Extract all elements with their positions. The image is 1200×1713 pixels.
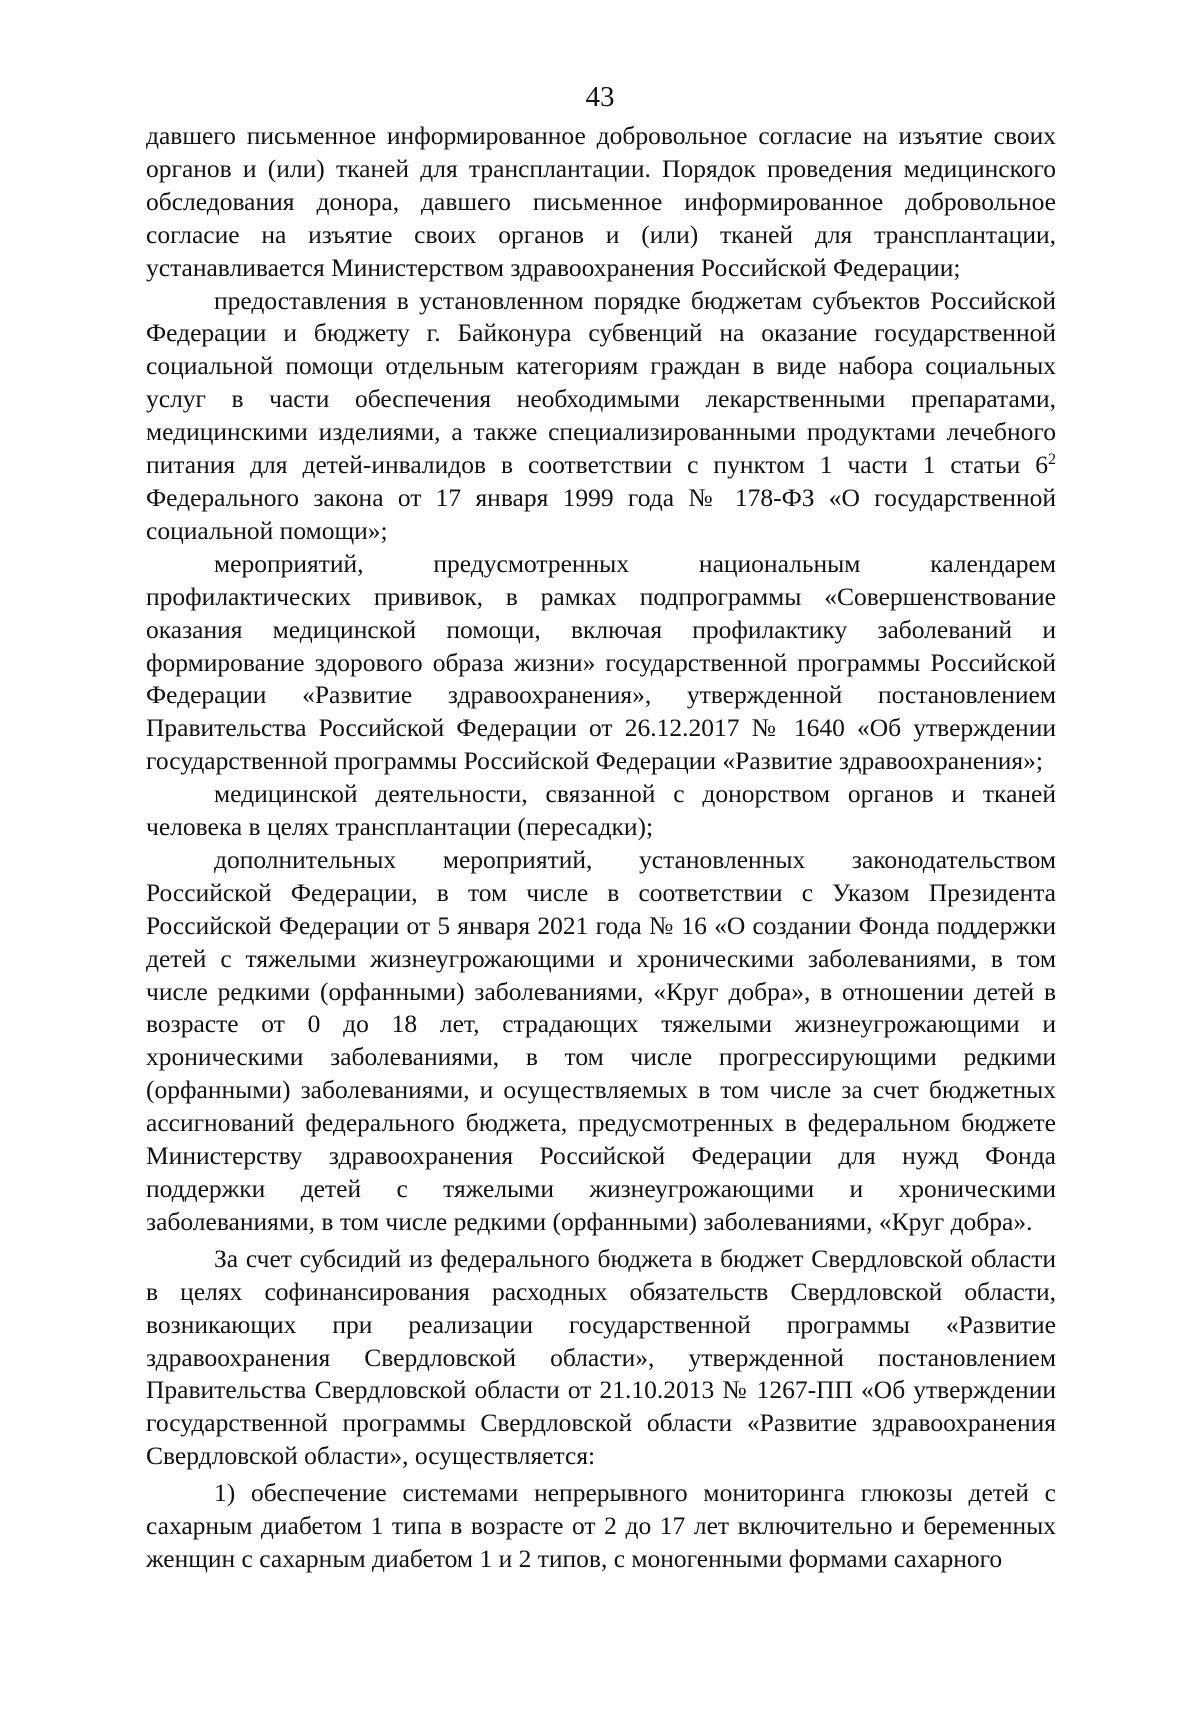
paragraph-donor-examination [146,120,1056,285]
paragraph-glucose-monitoring [146,1477,1056,1576]
paragraph-text: За счет субсидий из федерального бюджета в бюджет Свердловской области в целях софинансирования расходных обязательств Свердловской области, возникающих при реализации государственной программы «Развитие здравоохранения Свердловской области», утвержденной постановлением Правительства Свердловской области от 21.10.2013 № 1267-ПП «Об утверждении государственной программы Свердловской области «Развитие здравоохранения Свердловской области», осуществляется: [146,1243,1056,1471]
paragraph-text: предоставления в установленном порядке бюджетам субъектов Российской Федерации и бюджету г. Байконура субвенций на оказание государственной социальной помощи отдельным категориям граждан в виде набора социальных услуг в части обеспечения необходимыми лекарственными препаратами, медицинскими изделиями, а также специализированными продуктами лечебного питания для детей-инвалидов в соответствии с пунктом 1 части 1 статьи 6 [146,285,1056,480]
paragraph-text: медицинской деятельности, связанной с донорством органов и тканей человека в целях трансплантации (пересадки); [146,779,1056,842]
paragraph-text: мероприятий, предусмотренных национальным календарем профилактических прививок, в рамках подпрограммы «Совершенствование оказания медицинской помощи, включая профилактику заболеваний и формирование здорового образа жизни» государственной программы Российской Федерации «Развитие здравоохранения», утвержденной постановлением Правительства Российской Федерации от 26.12.2017 № 1640 «Об утверждении государственной программы Российской Федерации «Развитие здравоохранения»; [146,548,1056,776]
superscript-article-number: 2 [1048,451,1056,469]
paragraph-text-continued: Федерального закона от 17 января 1999 года № 178-ФЗ «О государственной социальной помощи»; [146,482,1056,545]
document-body [146,120,1056,1576]
paragraph-organ-donation [146,778,1056,844]
paragraph-text: 1) обеспечение системами непрерывного мониторинга глюкозы детей с сахарным диабетом 1 типа в возрасте от 2 до 17 лет включительно и беременных женщин с сахарным диабетом 1 и 2 типов, с моногенными формами сахарного [146,1478,1056,1573]
page-number: 43 [585,81,615,113]
paragraph-text: давшего письменное информированное добровольное согласие на изъятие своих органов и (или) тканей для трансплантации. Порядок проведения медицинского обследования донора, давшего письменное информированное добровольное согласие на изъятие своих органов и (или) тканей для трансплантации, устанавливается Министерством здравоохранения Российской Федерации; [146,121,1056,282]
paragraph-vaccination-calendar [146,548,1056,778]
paragraph-additional-measures [146,844,1056,1239]
paragraph-text: дополнительных мероприятий, установленных законодательством Российской Федерации, в том числе в соответствии с Указом Президента Российской Федерации от 5 января 2021 года № 16 «О создании Фонда поддержки детей с тяжелыми жизнеугрожающими и хроническими заболеваниями, в том числе редкими (орфанными) заболеваниями, «Круг добра», в отношении детей в возрасте от 0 до 18 лет, страдающих тяжелыми жизнеугрожающими и хроническими заболеваниями, в том числе прогрессирующими редкими (орфанными) заболеваниями, и осуществляемых в том числе за счет бюджетных ассигнований федерального бюджета, предусмотренных в федеральном бюджете Министерству здравоохранения Российской Федерации для нужд Фонда поддержки детей с тяжелыми жизнеугрожающими и хроническими заболеваниями, в том числе редкими (орфанными) заболеваниями, «Круг добра». [146,844,1056,1236]
paragraph-sverdlovsk-subsidies [146,1243,1056,1473]
paragraph-subventions [146,285,1056,548]
